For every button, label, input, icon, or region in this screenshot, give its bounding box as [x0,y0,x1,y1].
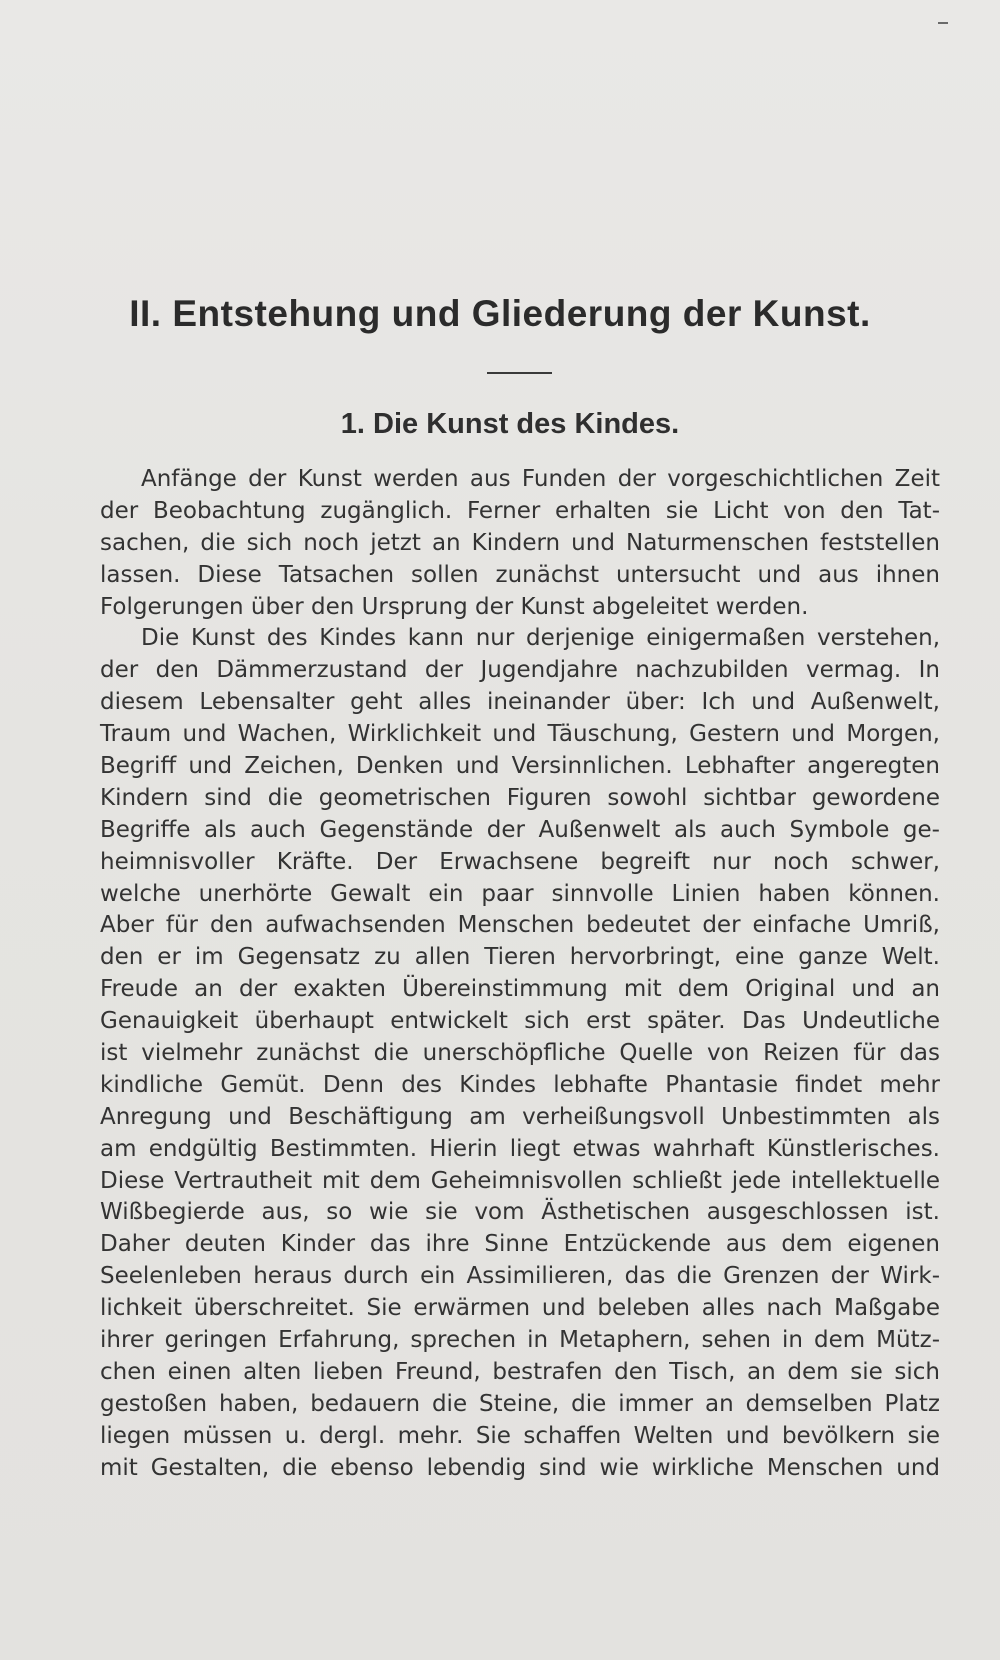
text-line: gestoßen haben, bedauern die Steine, die immer an demselben Platz [100,1390,940,1417]
section-title: 1. Die Kunst des Kindes. [340,408,680,440]
text-line: ist vielmehr zunächst die unerschöpfliche Quelle von Reizen für das [100,1040,940,1067]
title-divider [487,372,552,374]
text-line: am endgültig Bestimmten. Hierin liegt etwas wahrhaft Künstlerisches. [100,1135,940,1162]
body-text [100,464,940,1485]
text-line: kindliche Gemüt. Denn des Kindes lebhafte Phantasie findet mehr [100,1071,940,1098]
text-line: Begriffe als auch Gegenstände der Außenwelt als auch Symbole ge- [100,816,940,843]
text-line: der Beobachtung zugänglich. Ferner erhalten sie Licht von den Tat- [100,497,940,524]
text-line: Folgerungen über den Ursprung der Kunst abgeleitet werden. [100,593,809,620]
text-line: welche unerhörte Gewalt ein paar sinnvolle Linien haben können. [100,880,940,907]
text-line: Diese Vertrautheit mit dem Geheimnisvollen schließt jede intellektuelle [100,1167,940,1194]
margin-mark [938,22,948,24]
text-line: mit Gestalten, die ebenso lebendig sind wie wirkliche Menschen und [100,1454,940,1481]
text-line: Kindern sind die geometrischen Figuren sowohl sichtbar gewordene [100,784,940,811]
text-line: sachen, die sich noch jetzt an Kindern und Naturmenschen feststellen [100,529,940,556]
text-line: Begriff und Zeichen, Denken und Versinnlichen. Lebhafter angeregten [100,753,940,780]
text-line: lichkeit überschreitet. Sie erwärmen und beleben alles nach Maßgabe [100,1295,940,1322]
chapter-title: II. Entstehung und Gliederung der Kunst. [129,293,871,334]
text-line: Seelenleben heraus durch ein Assimilieren, das die Grenzen der Wirk- [100,1263,940,1290]
text-line: Aber für den aufwachsenden Menschen bedeutet der einfache Umriß, [100,912,940,939]
text-line: Traum und Wachen, Wirklichkeit und Täuschung, Gestern und Morgen, [100,721,940,748]
text-line: Freude an der exakten Übereinstimmung mit dem Original und an [100,976,940,1003]
text-line: Wißbegierde aus, so wie sie vom Ästhetischen ausgeschlossen ist. [100,1199,940,1226]
text-line: liegen müssen u. dergl. mehr. Sie schaffen Welten und bevölkern sie [100,1422,940,1449]
text-line: den er im Gegensatz zu allen Tieren hervorbringt, eine ganze Welt. [100,944,940,971]
text-line: lassen. Diese Tatsachen sollen zunächst untersucht und aus ihnen [100,561,940,588]
text-line: chen einen alten lieben Freund, bestrafen den Tisch, an dem sie sich [100,1358,940,1385]
text-line: Anfänge der Kunst werden aus Funden der vorgeschichtlichen Zeit [141,466,940,492]
text-line: Daher deuten Kinder das ihre Sinne Entzückende aus dem eigenen [100,1231,940,1258]
text-line: Genauigkeit überhaupt entwickelt sich erst später. Das Undeutliche [100,1008,940,1035]
text-line: Die Kunst des Kindes kann nur derjenige einigermaßen verstehen, [141,625,940,652]
text-line: der den Dämmerzustand der Jugendjahre nachzubilden vermag. In [100,657,940,684]
text-line: diesem Lebensalter geht alles ineinander über: Ich und Außenwelt, [100,689,940,716]
text-line: ihrer geringen Erfahrung, sprechen in Metaphern, sehen in dem Mütz- [100,1327,940,1354]
text-line: heimnisvoller Kräfte. Der Erwachsene begreift nur noch schwer, [100,848,940,875]
text-line: Anregung und Beschäftigung am verheißungsvoll Unbestimmten als [100,1103,940,1130]
